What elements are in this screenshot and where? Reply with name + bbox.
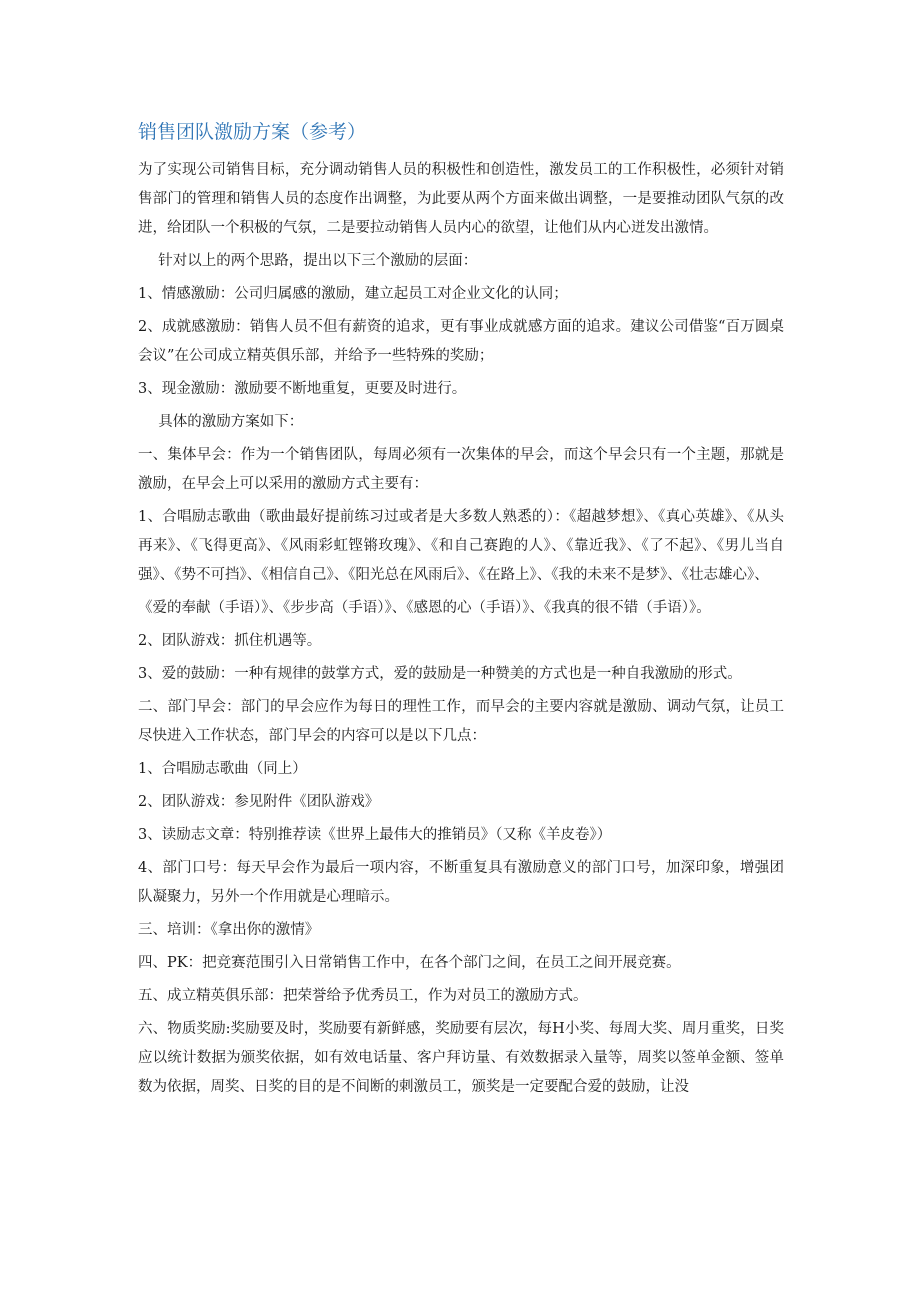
list-item: 3、现金激励：激励要不断地重复，更要及时进行。 [138,381,467,397]
list-item: 1、合唱励志歌曲（同上） [138,761,307,777]
document-title: 销售团队激励方案（参考） [138,121,367,143]
list-item: 3、读励志文章：特别推荐读《世界上最伟大的推销员》（又称《羊皮卷》） [138,827,612,843]
document-page [138,118,784,1106]
list-item: 2、成就感激励：销售人员不但有薪资的追求，更有事业成就感方面的追求。建议公司借鉴“百万圆桌会议”在公司成立精英俱乐部，并给予一些特殊的奖励； [138,319,784,364]
approach-paragraph: 针对以上的两个思路，提出以下三个激励的层面： [158,253,478,269]
section-heading-paragraph: 三、培训：《拿出你的激情》 [138,922,320,938]
section-heading-paragraph: 四、PK：把竞赛范围引入日常销售工作中，在各个部门之间，在员工之间开展竞赛。 [138,955,681,971]
list-item-continued: 《爱的奉献（手语）》、《步步高（手语）》、《感恩的心（手语）》、《我真的很不错（手语）》。 [138,600,711,616]
list-item: 1、合唱励志歌曲（歌曲最好提前练习过或者是大多数人熟悉的）：《超越梦想》、《真心英雄》、《从头再来》、《飞得更高》、《风雨彩虹铿锵玫瑰》、《和自己赛跑的人》、《靠近我》、《了不起》、《男儿当自强》、《势不可挡》、《相信自己》、《阳光总在风雨后》、《在路上》、《我的未来不是梦》、《壮志雄心》、 [138,509,784,583]
section-heading-paragraph: 一、集体早会：作为一个销售团队，每周必须有一次集体的早会，而这个早会只有一个主题，那就是激励，在早会上可以采用的激励方式主要有： [138,447,784,492]
list-item: 2、团队游戏：参见附件《团队游戏》 [138,794,380,810]
intro-paragraph: 为了实现公司销售目标，充分调动销售人员的积极性和创造性，激发员工的工作积极性，必须针对销售部门的管理和销售人员的态度作出调整，为此要从两个方面来做出调整，一是要推动团队气氛的改进，给团队一个积极的气氛，二是要拉动销售人员内心的欲望，让他们从内心迸发出激情。 [138,162,784,236]
section-heading-paragraph: 二、部门早会：部门的早会应作为每日的理性工作，而早会的主要内容就是激励、调动气氛，让员工尽快进入工作状态，部门早会的内容可以是以下几点： [138,699,784,744]
plan-intro-paragraph: 具体的激励方案如下： [158,414,304,430]
list-item: 1、情感激励：公司归属感的激励，建立起员工对企业文化的认同； [138,286,568,302]
list-item: 3、爱的鼓励：一种有规律的鼓掌方式，爱的鼓励是一种赞美的方式也是一种自我激励的形式。 [138,666,742,682]
section-heading-paragraph: 五、成立精英俱乐部：把荣誉给予优秀员工，作为对员工的激励方式。 [138,988,588,1004]
list-item: 2、团队游戏：抓住机遇等。 [138,633,322,649]
section-heading-paragraph: 六、物质奖励:奖励要及时，奖励要有新鲜感，奖励要有层次，每H小奖、每周大奖、周月重奖，日奖应以统计数据为颁奖依据，如有效电话量、客户拜访量、有效数据录入量等，周奖以签单金额、签单数为依据，周奖、日奖的目的是不间断的刺激员工，颁奖是一定要配合爱的鼓励，让没 [138,1021,784,1095]
list-item: 4、部门口号：每天早会作为最后一项内容，不断重复具有激励意义的部门口号，加深印象，增强团队凝聚力，另外一个作用就是心理暗示。 [138,860,784,905]
